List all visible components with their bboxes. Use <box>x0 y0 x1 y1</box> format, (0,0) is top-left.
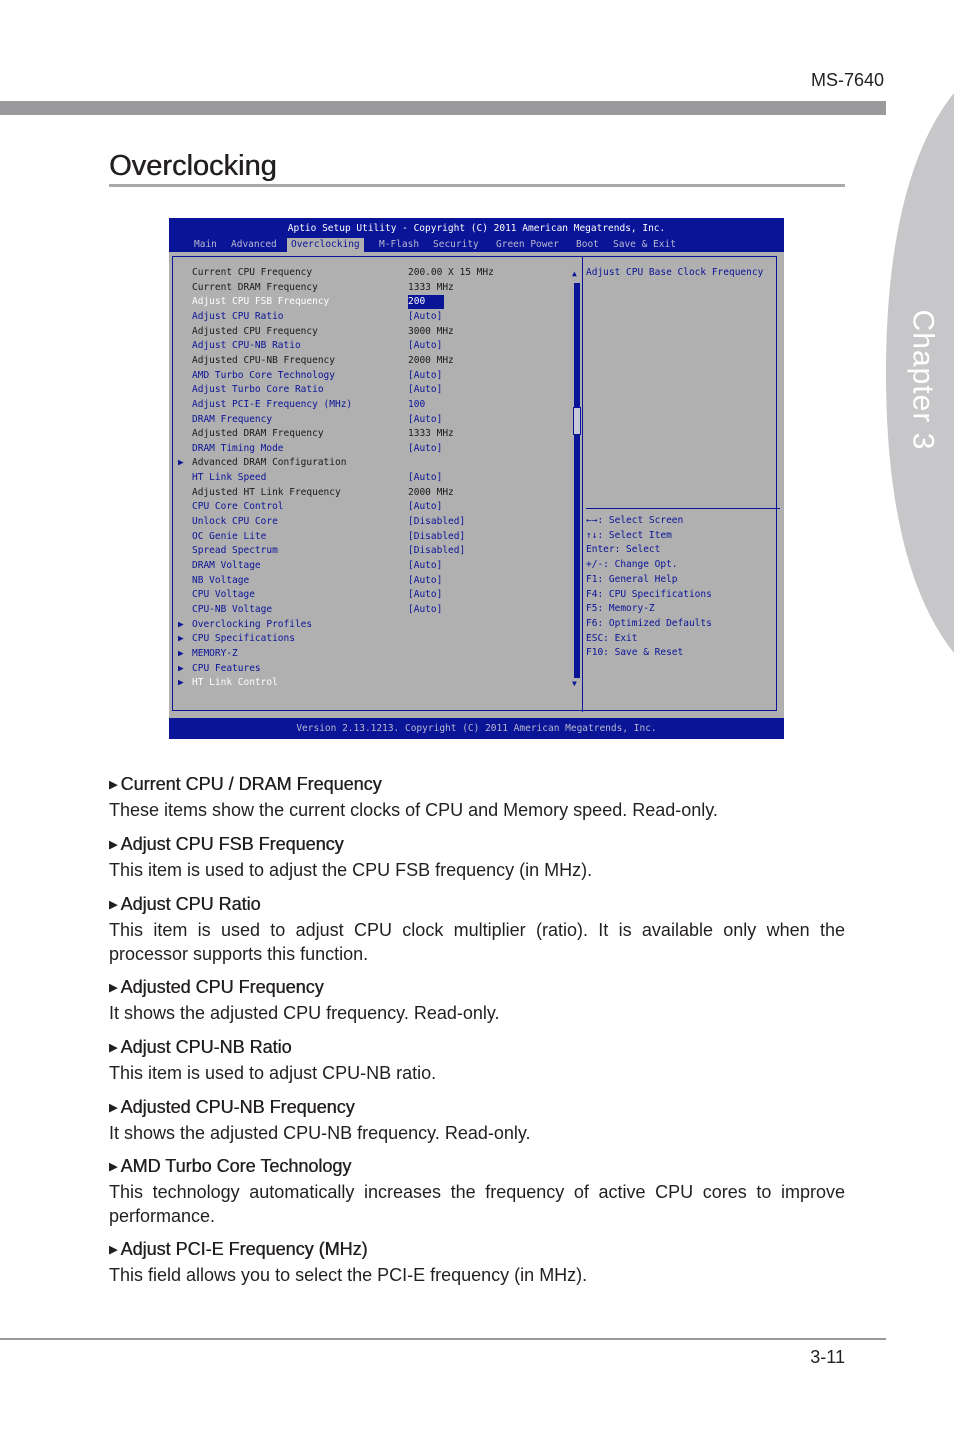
bios-setting-label: DRAM Timing Mode <box>192 442 284 454</box>
bios-setting-row[interactable] <box>173 662 573 676</box>
bios-tab-main[interactable]: Main <box>194 239 217 250</box>
description-heading-text: Adjusted CPU-NB Frequency <box>120 1097 355 1117</box>
bios-setting-label: Spread Spectrum <box>192 545 278 557</box>
description-heading <box>109 833 845 856</box>
bios-tab-overclocking[interactable]: Overclocking <box>287 238 364 252</box>
bios-setting-label: HT Link Control <box>192 677 278 689</box>
description-heading-text: Adjusted CPU Frequency <box>120 977 324 997</box>
chapter-tab-label-wrap <box>890 300 954 460</box>
bios-footer: Version 2.13.1213. Copyright (C) 2011 American Megatrends, Inc. <box>169 718 784 739</box>
bios-setting-label: Adjusted HT Link Frequency <box>192 486 341 498</box>
bios-setting-row[interactable] <box>173 295 573 309</box>
bios-setting-row[interactable] <box>173 398 573 412</box>
description-heading <box>109 1096 845 1119</box>
description-item <box>109 1096 845 1146</box>
bios-help-text: Adjust CPU Base Clock Frequency <box>586 267 764 278</box>
bios-header <box>169 218 784 252</box>
bios-setting-label: Adjusted CPU Frequency <box>192 325 318 337</box>
scroll-down-icon[interactable]: ▼ <box>572 679 577 688</box>
bios-title: Aptio Setup Utility - Copyright (C) 2011 American Megatrends, Inc. <box>287 223 666 234</box>
bios-key-hint: ←→: Select Screen <box>586 515 684 526</box>
description-item <box>109 1238 845 1288</box>
chapter-tab-label: Chapter 3 <box>906 309 939 451</box>
bios-divider <box>582 257 583 712</box>
bios-setting-label: NB Voltage <box>192 574 250 586</box>
bios-setting-value[interactable]: [Auto] <box>408 589 443 601</box>
description-text: This field allows you to select the PCI-E frequency (in MHz). <box>109 1265 588 1285</box>
bios-setting-label: Adjusted CPU-NB Frequency <box>192 354 335 366</box>
bios-scroll-thumb[interactable] <box>573 407 581 435</box>
bios-setting-label: Adjust PCI-E Frequency (MHz) <box>192 398 353 410</box>
bios-tab-bar <box>169 238 784 252</box>
bios-setting-label: CPU Core Control <box>192 501 284 513</box>
bios-setting-label: Adjusted DRAM Frequency <box>192 428 324 440</box>
bios-key-hint: ↑↓: Select Item <box>586 529 672 541</box>
bios-setting-label: Adjust Turbo Core Ratio <box>192 384 324 396</box>
bios-setting-label: Current DRAM Frequency <box>192 281 318 293</box>
description-item <box>109 976 845 1026</box>
bios-setting-row[interactable] <box>173 647 573 661</box>
submenu-arrow-icon: ▶ <box>178 618 184 630</box>
description-text: This item is used to adjust CPU clock multiplier (ratio). It is available only when the processor supports this function. <box>109 920 845 964</box>
bios-setting-label: CPU-NB Voltage <box>192 603 273 615</box>
bios-setting-label: Current CPU Frequency <box>192 267 313 278</box>
submenu-arrow-icon: ▶ <box>178 633 184 645</box>
bios-tab-green-power[interactable]: Green Power <box>496 239 559 250</box>
description-text: This technology automatically increases the frequency of active CPU cores to improve performance. <box>109 1182 845 1226</box>
bios-setting-row[interactable] <box>173 339 573 353</box>
bios-setting-row[interactable] <box>173 310 573 324</box>
bios-setting-value[interactable]: [Auto] <box>408 384 443 396</box>
bios-setting-value: 1333 MHz <box>408 428 454 440</box>
bios-setting-row <box>173 486 573 500</box>
bios-setting-row[interactable] <box>173 632 573 646</box>
description-heading-text: Adjust PCI-E Frequency (MHz) <box>120 1239 368 1259</box>
bios-key-hint: F5: Memory-Z <box>586 603 655 615</box>
description-text: It shows the adjusted CPU-NB frequency. Read-only. <box>109 1123 531 1143</box>
description-text: This item is used to adjust the CPU FSB frequency (in MHz). <box>109 860 593 880</box>
description-heading <box>109 976 845 999</box>
description-item <box>109 1155 845 1228</box>
bios-setting-label: Advanced DRAM Configuration <box>192 457 347 469</box>
page-title: Overclocking <box>109 150 277 182</box>
bullet-triangle-icon: ▶ <box>109 1042 118 1054</box>
footer-rule <box>0 1338 886 1340</box>
bios-tab-security[interactable]: Security <box>433 239 479 250</box>
description-text: These items show the current clocks of CPU and Memory speed. Read-only. <box>109 800 718 820</box>
bios-frame <box>172 256 777 711</box>
description-heading <box>109 773 845 796</box>
bios-tab-save-exit[interactable]: Save & Exit <box>613 239 676 250</box>
bios-setting-row <box>173 325 573 339</box>
description-text: It shows the adjusted CPU frequency. Read-only. <box>109 1003 500 1023</box>
submenu-arrow-icon: ▶ <box>178 457 184 469</box>
description-heading <box>109 893 845 916</box>
bios-setting-label: Unlock CPU Core <box>192 516 278 528</box>
bios-setting-value: 3000 MHz <box>408 325 454 337</box>
bullet-triangle-icon: ▶ <box>109 1161 118 1173</box>
bullet-triangle-icon: ▶ <box>109 1102 118 1114</box>
description-item <box>109 1036 845 1086</box>
bios-setting-value[interactable]: [Auto] <box>408 501 443 513</box>
bios-setting-value[interactable]: [Auto] <box>408 560 443 571</box>
bios-setting-row[interactable] <box>173 618 573 632</box>
bios-setting-row <box>173 266 573 280</box>
bios-setting-row[interactable] <box>173 574 573 588</box>
description-heading <box>109 1036 845 1059</box>
bios-setting-value: 2000 MHz <box>408 486 454 498</box>
bios-setting-value[interactable]: [Disabled] <box>408 530 466 542</box>
bios-setting-row[interactable] <box>173 515 573 529</box>
bios-setting-value[interactable]: [Auto] <box>408 442 443 454</box>
description-item <box>109 893 845 966</box>
bios-setting-row[interactable] <box>173 500 573 514</box>
bios-setting-row[interactable] <box>173 413 573 427</box>
bios-setting-label: Adjust CPU FSB Frequency <box>192 296 330 308</box>
bios-setting-value[interactable]: 100 <box>408 398 426 410</box>
bios-help-rule <box>586 508 780 509</box>
bios-setting-label: Overclocking Profiles <box>192 618 313 630</box>
bios-tab-advanced[interactable]: Advanced <box>231 239 277 250</box>
description-heading-text: Adjust CPU FSB Frequency <box>120 834 344 854</box>
bios-setting-row <box>173 354 573 368</box>
bios-key-hint: F1: General Help <box>586 573 678 585</box>
bios-setting-row[interactable] <box>173 588 573 602</box>
bios-setting-label: Adjust CPU Ratio <box>192 310 284 322</box>
bios-setting-value[interactable]: [Auto] <box>408 472 443 484</box>
bios-setting-label: CPU Specifications <box>192 633 295 645</box>
bios-setting-row <box>173 456 573 470</box>
bios-setting-row[interactable] <box>173 603 573 617</box>
bios-setting-value[interactable]: [Auto] <box>408 340 443 352</box>
description-heading <box>109 1238 845 1261</box>
bios-setting-label: Adjust CPU-NB Ratio <box>192 340 301 352</box>
bios-setting-label: HT Link Speed <box>192 472 267 484</box>
bios-setting-row <box>173 427 573 441</box>
title-rule <box>109 184 845 187</box>
bios-setting-row[interactable] <box>173 544 573 558</box>
bios-setting-label: CPU Features <box>192 662 261 674</box>
bios-setting-value[interactable]: [Disabled] <box>408 545 466 557</box>
bios-setting-value[interactable]: [Disabled] <box>408 516 466 528</box>
bullet-triangle-icon: ▶ <box>109 982 118 994</box>
bios-setting-value[interactable]: [Auto] <box>408 310 443 322</box>
description-item <box>109 833 845 883</box>
bios-key-hint: +/-: Change Opt. <box>586 559 678 571</box>
bios-setting-value[interactable]: [Auto] <box>408 413 443 425</box>
bios-setting-row <box>173 281 573 295</box>
bios-setting-value[interactable]: 200 <box>408 295 444 309</box>
bios-setting-value: 1333 MHz <box>408 281 454 293</box>
bios-setting-label: OC Genie Lite <box>192 530 267 542</box>
submenu-arrow-icon: ▶ <box>178 662 184 674</box>
bios-key-hint: F4: CPU Specifications <box>586 588 712 600</box>
bios-tab-m-flash[interactable]: M-Flash <box>379 239 420 250</box>
bullet-triangle-icon: ▶ <box>109 1244 118 1256</box>
model-number: MS-7640 <box>810 70 884 90</box>
bios-setting-value[interactable]: [Auto] <box>408 574 443 586</box>
bullet-triangle-icon: ▶ <box>109 899 118 911</box>
description-heading-text: AMD Turbo Core Technology <box>120 1156 352 1176</box>
bios-key-hint: F6: Optimized Defaults <box>586 617 712 629</box>
bios-setting-row[interactable] <box>173 442 573 456</box>
bios-setting-label: AMD Turbo Core Technology <box>192 369 335 381</box>
submenu-arrow-icon: ▶ <box>178 647 184 659</box>
description-heading-text: Adjust CPU Ratio <box>120 894 261 914</box>
scroll-up-icon[interactable]: ▲ <box>572 269 577 278</box>
bios-setting-label: MEMORY-Z <box>192 647 238 659</box>
bios-setting-value[interactable]: [Auto] <box>408 369 443 381</box>
bios-setting-label: CPU Voltage <box>192 589 255 601</box>
bios-key-hint: ESC: Exit <box>586 632 638 644</box>
bios-setting-row[interactable] <box>173 369 573 383</box>
bios-setting-row[interactable] <box>173 471 573 485</box>
description-text: This item is used to adjust CPU-NB ratio. <box>109 1063 437 1083</box>
page-number: 3-11 <box>810 1347 845 1367</box>
bios-setting-row[interactable] <box>173 530 573 544</box>
bios-key-hint: Enter: Select <box>586 544 661 556</box>
description-heading <box>109 1155 845 1178</box>
bullet-triangle-icon: ▶ <box>109 779 118 791</box>
bios-setting-value[interactable]: [Auto] <box>408 603 443 615</box>
bios-scrollbar[interactable] <box>574 283 580 678</box>
header-bar <box>0 101 886 115</box>
bios-key-hint: F10: Save & Reset <box>586 647 684 659</box>
bios-setting-label: DRAM Frequency <box>192 413 273 425</box>
description-heading-text: Adjust CPU-NB Ratio <box>120 1037 292 1057</box>
bios-screenshot <box>169 218 784 739</box>
bios-setting-row[interactable] <box>173 676 573 690</box>
submenu-arrow-icon: ▶ <box>178 677 184 689</box>
bios-setting-label: DRAM Voltage <box>192 560 261 571</box>
bios-setting-row[interactable] <box>173 559 573 573</box>
bios-setting-value: 200.00 X 15 MHz <box>408 267 494 278</box>
bios-setting-value: 2000 MHz <box>408 354 454 366</box>
bios-tab-boot[interactable]: Boot <box>576 239 599 250</box>
bios-setting-row[interactable] <box>173 383 573 397</box>
description-heading-text: Current CPU / DRAM Frequency <box>120 774 382 794</box>
bullet-triangle-icon: ▶ <box>109 839 118 851</box>
description-item <box>109 773 845 823</box>
